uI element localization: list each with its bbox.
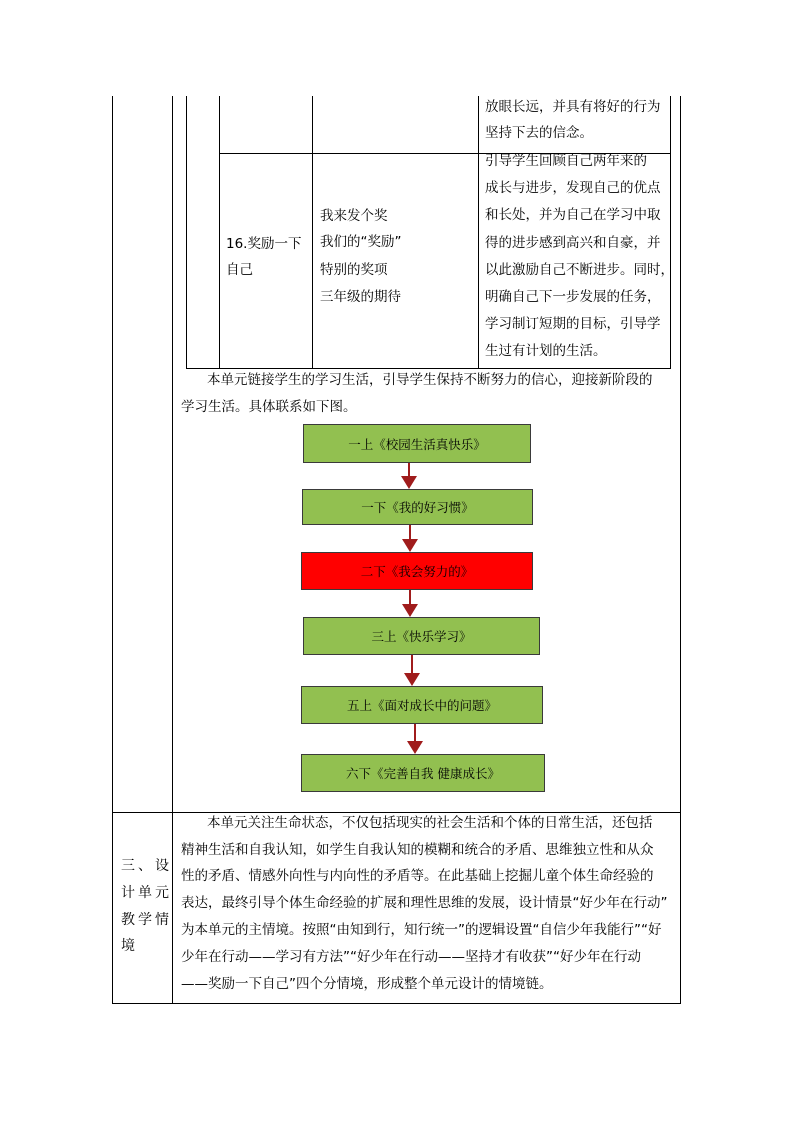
outer-left-border (112, 96, 113, 1004)
flow-box-grade1-up (303, 424, 531, 463)
section3-body-line: 精神生活和自我认知，如学生自我认知的模糊和统合的矛盾、思维独立性和从众 (181, 842, 654, 858)
topic-item: 特别的奖项 (320, 262, 388, 278)
topic-item: 我来发个奖 (320, 208, 388, 224)
flow-arrow-icon (401, 463, 417, 489)
section3-body-line: 表达，最终引导个体生命经验的扩展和理性思维的发展，设计情景“好少年在行动” (181, 895, 668, 911)
flow-box-label: 一上《校园生活真快乐》 (348, 436, 486, 452)
section3-label-line: 三、设 (121, 858, 172, 874)
row2-goal-line: 成长与进步，发现自己的优点 (485, 180, 661, 196)
flow-box-grade5-up (301, 686, 543, 724)
flow-arrow-icon (404, 655, 420, 686)
flow-box-label: 一下《我的好习惯》 (361, 500, 474, 515)
flow-box-grade1-down (302, 489, 533, 525)
section3-body-line: 性的矛盾、情感外向性与内向性的矛盾等。在此基础上挖掘儿童个体生命经验的 (181, 868, 654, 884)
row1-goal-line-2: 坚持下去的信念。 (485, 125, 593, 141)
row2-goal-line: 学习制订短期的目标，引导学 (485, 316, 661, 332)
outer-right-border (680, 96, 681, 1004)
flow-box-label: 六下《完善自我 健康成长》 (346, 766, 500, 781)
row2-goal-line: 得的进步感到高兴和自豪，并 (485, 235, 661, 251)
flow-arrow-icon (402, 590, 418, 617)
flow-box-label: 三上《快乐学习》 (371, 629, 472, 644)
row2-goal-line: 生过有计划的生活。 (485, 343, 607, 359)
row2-goal-line: 明确自己下一步发展的任务， (485, 289, 661, 305)
row1-goal-line-1: 放眼长远，并具有将好的行为 (485, 99, 661, 115)
inner-table-col3-divider (478, 96, 479, 369)
topic-item: 我们的“奖励” (320, 234, 402, 250)
section3-body-line: 为本单元的主情境。按照“由知到行，知行统一”的逻辑设置“自信少年我能行”“好 (181, 922, 662, 938)
outer-bottom-border (112, 1003, 681, 1004)
section3-body-line: ——奖励一下自己”四个分情境，形成整个单元设计的情境链。 (181, 976, 553, 992)
inner-table-left-border (186, 96, 187, 369)
flow-box-grade6-down (301, 754, 545, 792)
flow-box-grade3-up (303, 617, 540, 655)
row2-lesson-line-1: 16.奖励一下 (226, 236, 302, 252)
section3-body-line: 少年在行动——学习有方法”“好少年在行动——坚持才有收获”“好少年在行动 (181, 949, 641, 965)
label-column-divider (172, 96, 173, 1004)
inner-table-right-border (670, 96, 671, 369)
link-paragraph-line-2: 学习生活。具体联系如下图。 (181, 399, 357, 415)
section3-label-line: 计单元 (121, 885, 172, 901)
flow-arrow-icon (402, 525, 418, 552)
row2-lesson-line-2: 自己 (226, 262, 253, 278)
link-paragraph-line-1: 本单元链接学生的学习生活，引导学生保持不断努力的信心，迎接新阶段的 (207, 372, 653, 388)
section3-body-line: 本单元关注生命状态，不仅包括现实的社会生活和个体的日常生活，还包括 (207, 815, 653, 831)
flow-arrow-icon (407, 724, 423, 754)
flow-box-label: 五上《面对成长中的问题》 (346, 698, 497, 713)
section3-label-line: 境 (121, 938, 135, 954)
section3-label-line: 教学情 (121, 912, 172, 928)
topic-item: 三年级的期待 (320, 289, 401, 305)
inner-table-col2-divider (312, 96, 313, 369)
inner-table-col1-divider (219, 96, 220, 369)
row2-goal-line: 以此激励自己不断进步。同时， (485, 262, 674, 278)
row2-goal-line: 和长处，并为自己在学习中取 (485, 207, 661, 223)
flow-box-label: 二下《我会努力的》 (360, 564, 474, 579)
row2-goal-line: 引导学生回顾自己两年来的 (485, 153, 647, 169)
flow-box-grade2-down-current (301, 552, 533, 590)
